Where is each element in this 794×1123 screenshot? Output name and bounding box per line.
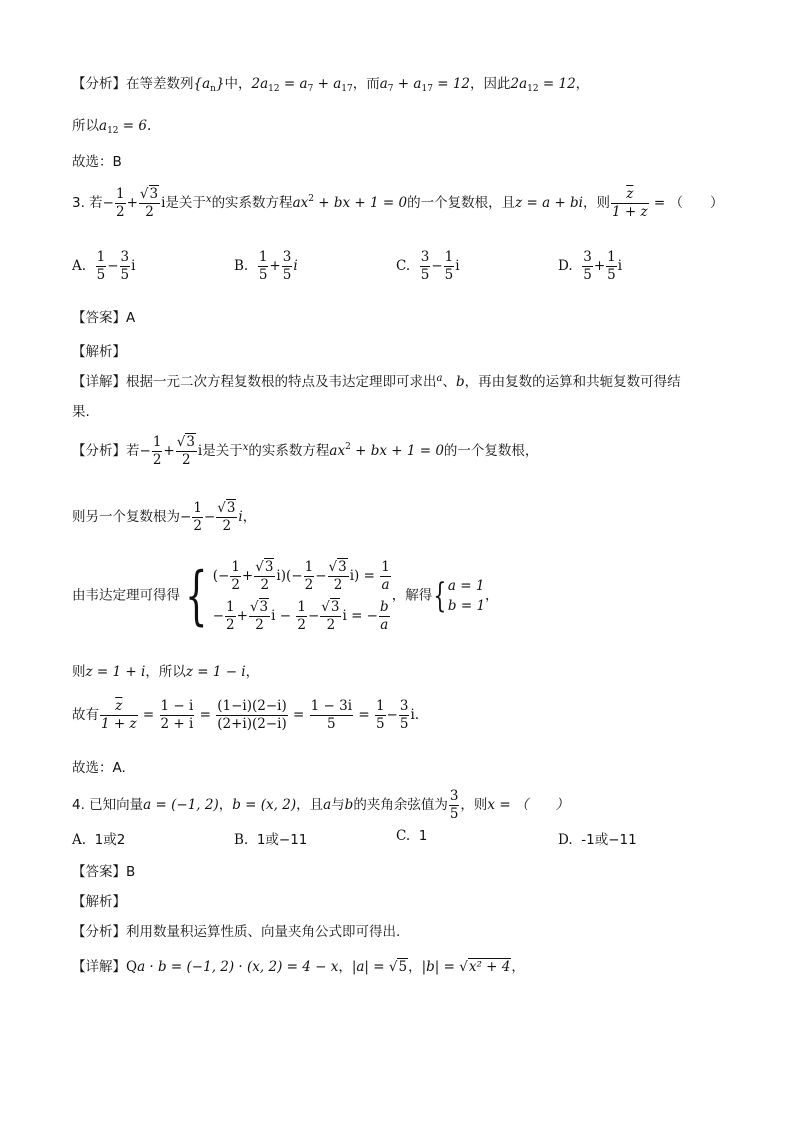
q3-compute: 故有 $\frac{\overline{z}}{1 + z}$ = $\frac{1 - i}{2 + i}$ = $\frac{(1-i)(2-i)}{(2+i)(2-i)}$ = $\frac{1 - 3i}{5}$ = $\frac{1}{5}$ − $\frac{3}{5}$ i.	[72, 698, 420, 732]
q3-option-c[interactable]: C. $\frac{3}{5}$ − $\frac{1}{5}$ i	[396, 249, 460, 283]
q4-option-a[interactable]: A. 1或2	[72, 832, 126, 848]
q4-stem: 4. 已知向量a = (−1, 2)，b = (x, 2)，且a与b的夹角余弦值为 $\frac{3}{5}$ ，则x = （ ）	[72, 788, 569, 822]
q3-other-root: 则另一个复数根为− $\frac{1}{2}$ − $\frac{√3}{2}$ i，	[72, 500, 257, 534]
q4-fenxi: 【分析】利用数量积运算性质、向量夹角公式即可得出.	[72, 924, 401, 940]
q3-option-a[interactable]: A. $\frac{1}{5}$ − $\frac{3}{5}$ i	[72, 249, 136, 283]
q4-analysis-tag: 【解析】	[72, 894, 126, 910]
q3-stem: 3. 若− $\frac{1}{2}$ + $\frac{√3}{2}$ i是关于$^x$的实系数方程$ax^2$ + bx + 1 = 0的一个复数根，且z = a + bi，则 $\frac{\overline{z}}{1 + z}$ = （ ）	[72, 186, 724, 220]
q4-option-c[interactable]: C. 1	[396, 828, 428, 844]
q3-analysis-tag: 【解析】	[72, 344, 126, 360]
q4-answer: 【答案】B	[72, 864, 136, 880]
q4-option-b[interactable]: B. 1或−11	[234, 832, 308, 848]
intro-line-2: 所以$a_{12} = 6$.	[72, 118, 152, 136]
intro-line-1: 【分析】在等差数列$\{a_n\}$中，$2a_{12} = a_7 + a_{17}$，而$a_7 + a_{17} = 12$，因此$2a_{12} = 12$，	[72, 76, 590, 94]
q3-fenxi: 【分析】若− $\frac{1}{2}$ + $\frac{√3}{2}$ i是关于$^x$的实系数方程$ax^2$ + bx + 1 = 0的一个复数根，	[72, 434, 539, 468]
q3-choice: 故选：A.	[72, 760, 126, 776]
q3-answer: 【答案】A	[72, 310, 136, 326]
analysis-tag: 【分析】	[72, 76, 126, 92]
intro-choice: 故选：B	[72, 154, 122, 170]
q4-option-d[interactable]: D. -1或−11	[558, 832, 637, 848]
q3-detail: 【详解】根据一元二次方程复数根的特点及韦达定理即可求出$^a$、b，再由复数的运算和共轭复数可得结	[72, 373, 681, 390]
q3-vieta: 由韦达定理可得得{ (− $\frac{1}{2}$ + $\frac{√3}{2}$ i)(− $\frac{1}{2}$ − $\frac{√3}{2}$ i) = $\frac{1}{a}$ − $\frac{1}{2}$ + $\frac{√3}{2}$ i − $\frac{1}{2}$ − $\frac{√3}{2}$ i = − $\frac{b}{a}$ ，解得{ a = 1 b = 1 ，	[72, 559, 499, 633]
q3-option-b[interactable]: B. $\frac{1}{5}$ + $\frac{3}{5}$ i	[234, 249, 298, 283]
q3-option-d[interactable]: D. $\frac{3}{5}$ + $\frac{1}{5}$ i	[558, 249, 623, 283]
q3-then: 则z = 1 + i，所以z = 1 − i，	[72, 664, 260, 680]
q3-detail-cont: 果.	[72, 404, 90, 420]
q4-detail: 【详解】Qa · b = (−1, 2) · (x, 2) = 4 − x，|a| = √5，|b| = √x² + 4，	[72, 959, 525, 975]
